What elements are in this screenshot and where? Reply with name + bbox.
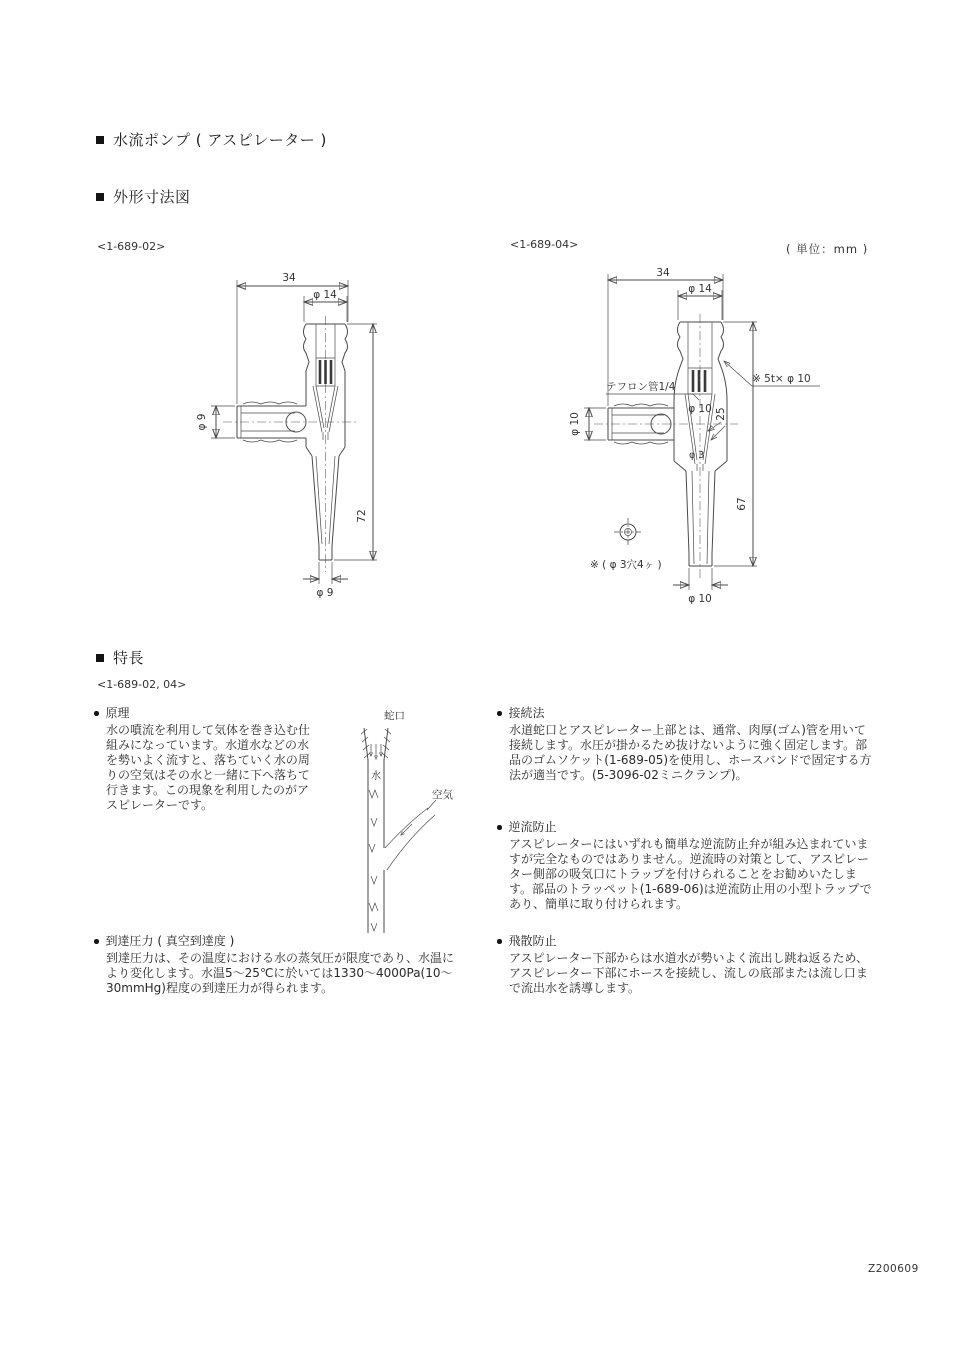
flow-principle-diagram [340, 698, 490, 943]
bullet-dot-icon [94, 939, 99, 944]
dim-height-72 [334, 324, 377, 560]
feature-principle [94, 706, 326, 813]
hole-position-symbol [614, 518, 642, 546]
feature-title-row [94, 934, 454, 949]
section-outline-row [96, 186, 191, 207]
section-outline-title: 外形寸法図 [113, 188, 191, 206]
feature-body: 水道蛇口とアスピレーター上部とは、通常、肉厚(ゴム)管を用いて接続します。水圧が掛かるため抜けないように強く固定します。部品のゴムソケット(1-689-05)を使用し、ホースバンドで固定する方法が適当です。(5-3096-02ミニクランプ)。 [509, 723, 872, 782]
page-title-row [96, 129, 327, 150]
feature-title: 到達圧力 ( 真空到達度 ) [105, 934, 235, 948]
feature-pressure [94, 934, 454, 996]
teflon-callout [606, 380, 699, 400]
dim-label: φ 14 [313, 289, 337, 301]
dim-label: 67 [736, 497, 748, 511]
feature-body: アスピレーター下部からは水道水が勢いよく流出し跳ね返るため、アスピレーター下部にホースを接続し、流しの底部または流し口まで流出水を誘導します。 [509, 951, 869, 995]
hole-note-label: ※ ( φ 3穴4ヶ ) [590, 559, 662, 571]
model-label-right: <1-689-04> [510, 238, 579, 251]
faucet-spout [361, 728, 391, 760]
feature-body: アスピレーターにはいずれも簡単な逆流防止弁が組み込まれていますが完全なものではありません。逆流時の対策として、アスピレーター側部の吸気口にトラップを付けられることをお勧めいたします。部品のトラッペット(1-689-06)は逆流防止用の小型トラップであり、簡単に取り付けられます。 [509, 837, 872, 911]
aspirator-body-outline [674, 322, 727, 566]
dim-throat-label: φ 10 [688, 403, 712, 415]
water-label: 水 [371, 771, 381, 782]
dim-label: 34 [282, 272, 296, 284]
feature-title-row [497, 820, 877, 835]
unit-label: ( 単位：mm ) [786, 242, 869, 256]
bullet-dot-icon [497, 825, 502, 830]
feature-backflow [497, 820, 877, 912]
dim-label: 25 [715, 407, 727, 421]
section-bullet-icon [96, 193, 104, 201]
dim-height-67 [714, 322, 757, 566]
air-label: 空気 [432, 789, 453, 801]
feature-body: 到達圧力は、その温度における水の蒸気圧が限度であり、水温により変化します。水温5～25℃に於いては1330～4000Pa(10～30mmHg)程度の到達圧力が得られます。 [106, 951, 455, 995]
feature-title-row [94, 706, 326, 721]
dimension-drawing-1-689-04 [560, 266, 890, 616]
feature-body: 水の噴流を利用して気体を巻き込む仕組みになっています。水道水などの水を勢いよく流すと、落ちていく水の周りの空気はその水と一緒に下へ落ちて行きます。この現象を利用したのがアスピレーターです。 [106, 723, 311, 812]
dim-label: 72 [356, 509, 368, 523]
barb-note-callout [724, 361, 820, 386]
dimension-drawing-1-689-02 [185, 258, 455, 603]
feature-connection [497, 706, 877, 783]
teflon-label: テフロン管1/4 [606, 381, 676, 393]
bullet-dot-icon [94, 711, 99, 716]
dim-label: φ 10 [688, 593, 712, 605]
page-title: 水流ポンプ ( アスピレーター ) [113, 131, 327, 149]
dim-label: φ 9 [196, 413, 208, 431]
feature-splash [497, 934, 877, 996]
dim-label: φ 14 [688, 283, 712, 295]
feature-title: 原理 [105, 706, 130, 720]
feature-title: 接続法 [508, 706, 545, 720]
feature-title-row [497, 706, 877, 721]
faucet-label: 蛇口 [384, 710, 405, 722]
feature-title: 飛散防止 [508, 934, 557, 948]
feature-title: 逆流防止 [508, 820, 557, 834]
dim-nozzle-label: φ 3 [689, 450, 705, 461]
section-features-row [96, 647, 144, 668]
dim-label: 34 [656, 267, 670, 279]
barb-note-label: ※ 5t× φ 10 [752, 373, 811, 385]
water-column [368, 760, 384, 933]
features-models-label: <1-689-02, 04> [97, 678, 187, 691]
model-label-left: <1-689-02> [97, 240, 166, 253]
doc-code: Z200609 [868, 1263, 919, 1275]
section-bullet-icon [96, 654, 104, 662]
section-bullet-icon [96, 136, 104, 144]
air-branch [385, 800, 436, 870]
dim-label: φ 9 [316, 587, 334, 599]
dim-label: φ 10 [569, 412, 581, 436]
feature-title-row [497, 934, 877, 949]
bullet-dot-icon [497, 711, 502, 716]
section-features-title: 特長 [113, 649, 145, 667]
dim-bottom-dia [673, 568, 728, 605]
bullet-dot-icon [497, 939, 502, 944]
